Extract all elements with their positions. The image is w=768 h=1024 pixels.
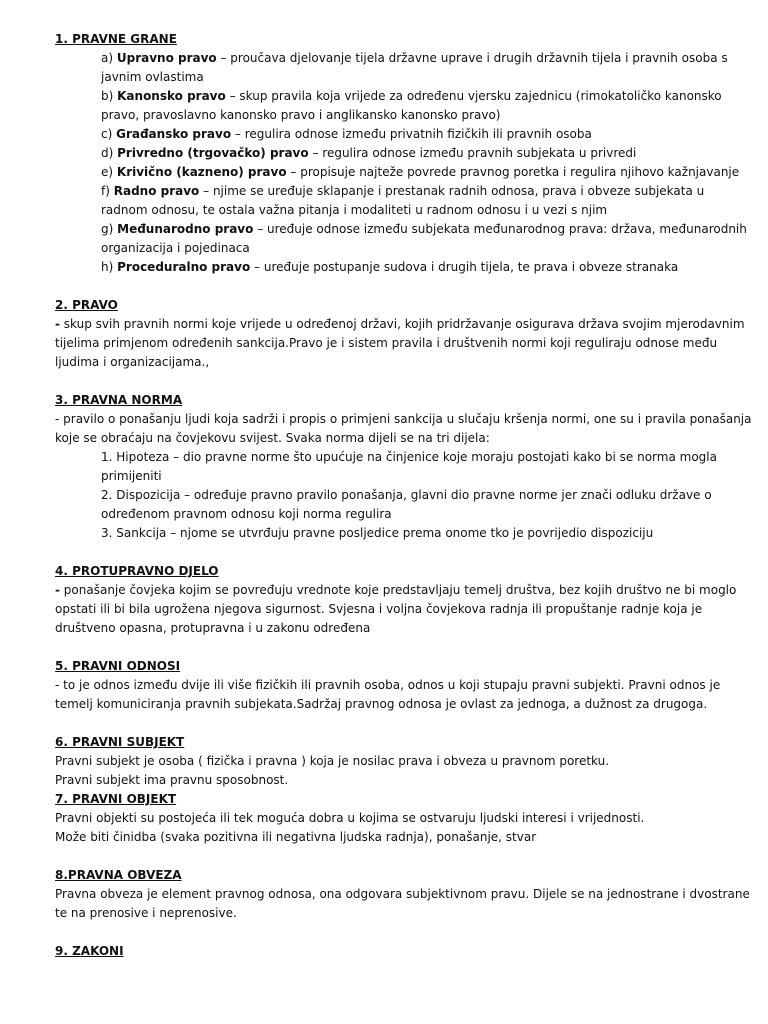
section-title-pravna-norma: 3. PRAVNA NORMA — [55, 393, 183, 407]
list-item-d: d) Privredno (trgovačko) pravo – regulira odnose između pravnih subjekata u privredi — [101, 146, 637, 160]
paragraph-line: - ponašanje čovjeka kojim se povređuju vrednote koje predstavljaju temelj društva, bez kojih društvo ne bi moglo — [55, 583, 737, 597]
paragraph-line: - skup svih pravnih normi koje vrijede u određenoj državi, kojih pridržavanje osigurava država svojim mjerodavnim — [55, 317, 745, 331]
section-title-pravo: 2. PRAVO — [55, 298, 118, 312]
paragraph-line: ljudima i organizacijama., — [55, 355, 210, 369]
list-item-a: a) Upravno pravo – proučava djelovanje tijela državne uprave i drugih državnih tijela i pravnih osoba s — [101, 51, 728, 65]
section-title-pravni-subjekt: 6. PRAVNI SUBJEKT — [55, 735, 185, 749]
list-item-a-continued: javnim ovlastima — [101, 70, 204, 84]
paragraph-line: - pravilo o ponašanju ljudi koja sadrži i propis o primjeni sankcija u slučaju kršenja normi, one su i pravila ponašanja — [55, 412, 752, 426]
list-item-g: g) Međunarodno pravo – uređuje odnose između subjekata međunarodnog prava: država, međunarodnih — [101, 222, 747, 236]
list-item-b: b) Kanonsko pravo – skup pravila koja vrijede za određenu vjersku zajednicu (rimokatoličko kanonsko — [101, 89, 722, 103]
paragraph-line: te na prenosive i neprenosive. — [55, 906, 237, 920]
paragraph-line: - to je odnos između dvije ili više fizičkih ili pravnih osoba, odnos u koji stupaju pravni subjekti. Pravni odnos je — [55, 678, 721, 692]
list-item-f: f) Radno pravo – njime se uređuje sklapanje i prestanak radnih odnosa, prava i obveze subjekata u — [101, 184, 705, 198]
list-item: 3. Sankcija – njome se utvrđuju pravne posljedice prema onome tko je povrijedio dispoziciju — [101, 526, 654, 540]
section-title-pravni-odnosi: 5. PRAVNI ODNOSI — [55, 659, 181, 673]
paragraph-line: Može biti činidba (svaka pozitivna ili negativna ljudska radnja), ponašanje, stvar — [55, 830, 537, 844]
list-item: određenom pravnom odnosu koji norma regulira — [101, 507, 392, 521]
list-item-e: e) Krivično (kazneno) pravo – propisuje najteže povrede pravnog poretka i regulira njihovo kažnjavanje — [101, 165, 740, 179]
list-item-h: h) Proceduralno pravo – uređuje postupanje sudova i drugih tijela, te prava i obveze stranaka — [101, 260, 679, 274]
paragraph-line: opstati ili bi bila ugrožena njegova sigurnost. Svjesna i voljna čovjekova radnja ili propuštanje radnje koja je — [55, 602, 703, 616]
section-title-zakoni: 9. ZAKONI — [55, 944, 124, 958]
paragraph-line: temelj komuniciranja pravnih subjekata.Sadržaj pravnog odnosa je ovlast za jednoga, a dužnost za drugoga. — [55, 697, 708, 711]
paragraph-line: Pravni objekti su postojeća ili tek moguća dobra u kojima se ostvaruju ljudski interesi i vrijednosti. — [55, 811, 645, 825]
paragraph-line: koje se obraćaju na čovjekovu svijest. Svaka norma dijeli se na tri dijela: — [55, 431, 490, 445]
section-title-protupravno-djelo: 4. PROTUPRAVNO DJELO — [55, 564, 219, 578]
list-item-c: c) Građansko pravo – regulira odnose između privatnih fizičkih ili pravnih osoba — [101, 127, 592, 141]
section-title-pravni-objekt: 7. PRAVNI OBJEKT — [55, 792, 177, 806]
paragraph-line: Pravni subjekt ima pravnu sposobnost. — [55, 773, 289, 787]
section-title-pravna-obveza: 8.PRAVNA OBVEZA — [55, 868, 182, 882]
list-item: 1. Hipoteza – dio pravne norme što upućuje na činjenice koje moraju postojati kako bi se norma mogla — [101, 450, 717, 464]
paragraph-line: Pravna obveza je element pravnog odnosa, ona odgovara subjektivnom pravu. Dijele se na jednostrane i dvostrane — [55, 887, 750, 901]
document-page — [55, 30, 752, 961]
paragraph-line: tijelima primjenom određenih sankcija.Pravo je i sistem pravila i društvenih normi koji reguliraju odnose među — [55, 336, 718, 350]
section-title-pravne-grane: 1. PRAVNE GRANE — [55, 32, 177, 46]
list-item-f-continued: radnom odnosu, te ostala važna pitanja i modaliteti u radnom odnosu i u vezi s njim — [101, 203, 608, 217]
list-item-g-continued: organizacija i pojedinaca — [101, 241, 250, 255]
paragraph-line: društveno opasna, protupravna i u zakonu određena — [55, 621, 371, 635]
list-item: primijeniti — [101, 469, 162, 483]
list-item-b-continued: pravo, pravoslavno kanonsko pravo i anglikansko kanonsko pravo) — [101, 108, 501, 122]
list-item: 2. Dispozicija – određuje pravno pravilo ponašanja, glavni dio pravne norme jer znači odluku države o — [101, 488, 712, 502]
paragraph-line: Pravni subjekt je osoba ( fizička i pravna ) koja je nosilac prava i obveza u pravnom poretku. — [55, 754, 610, 768]
